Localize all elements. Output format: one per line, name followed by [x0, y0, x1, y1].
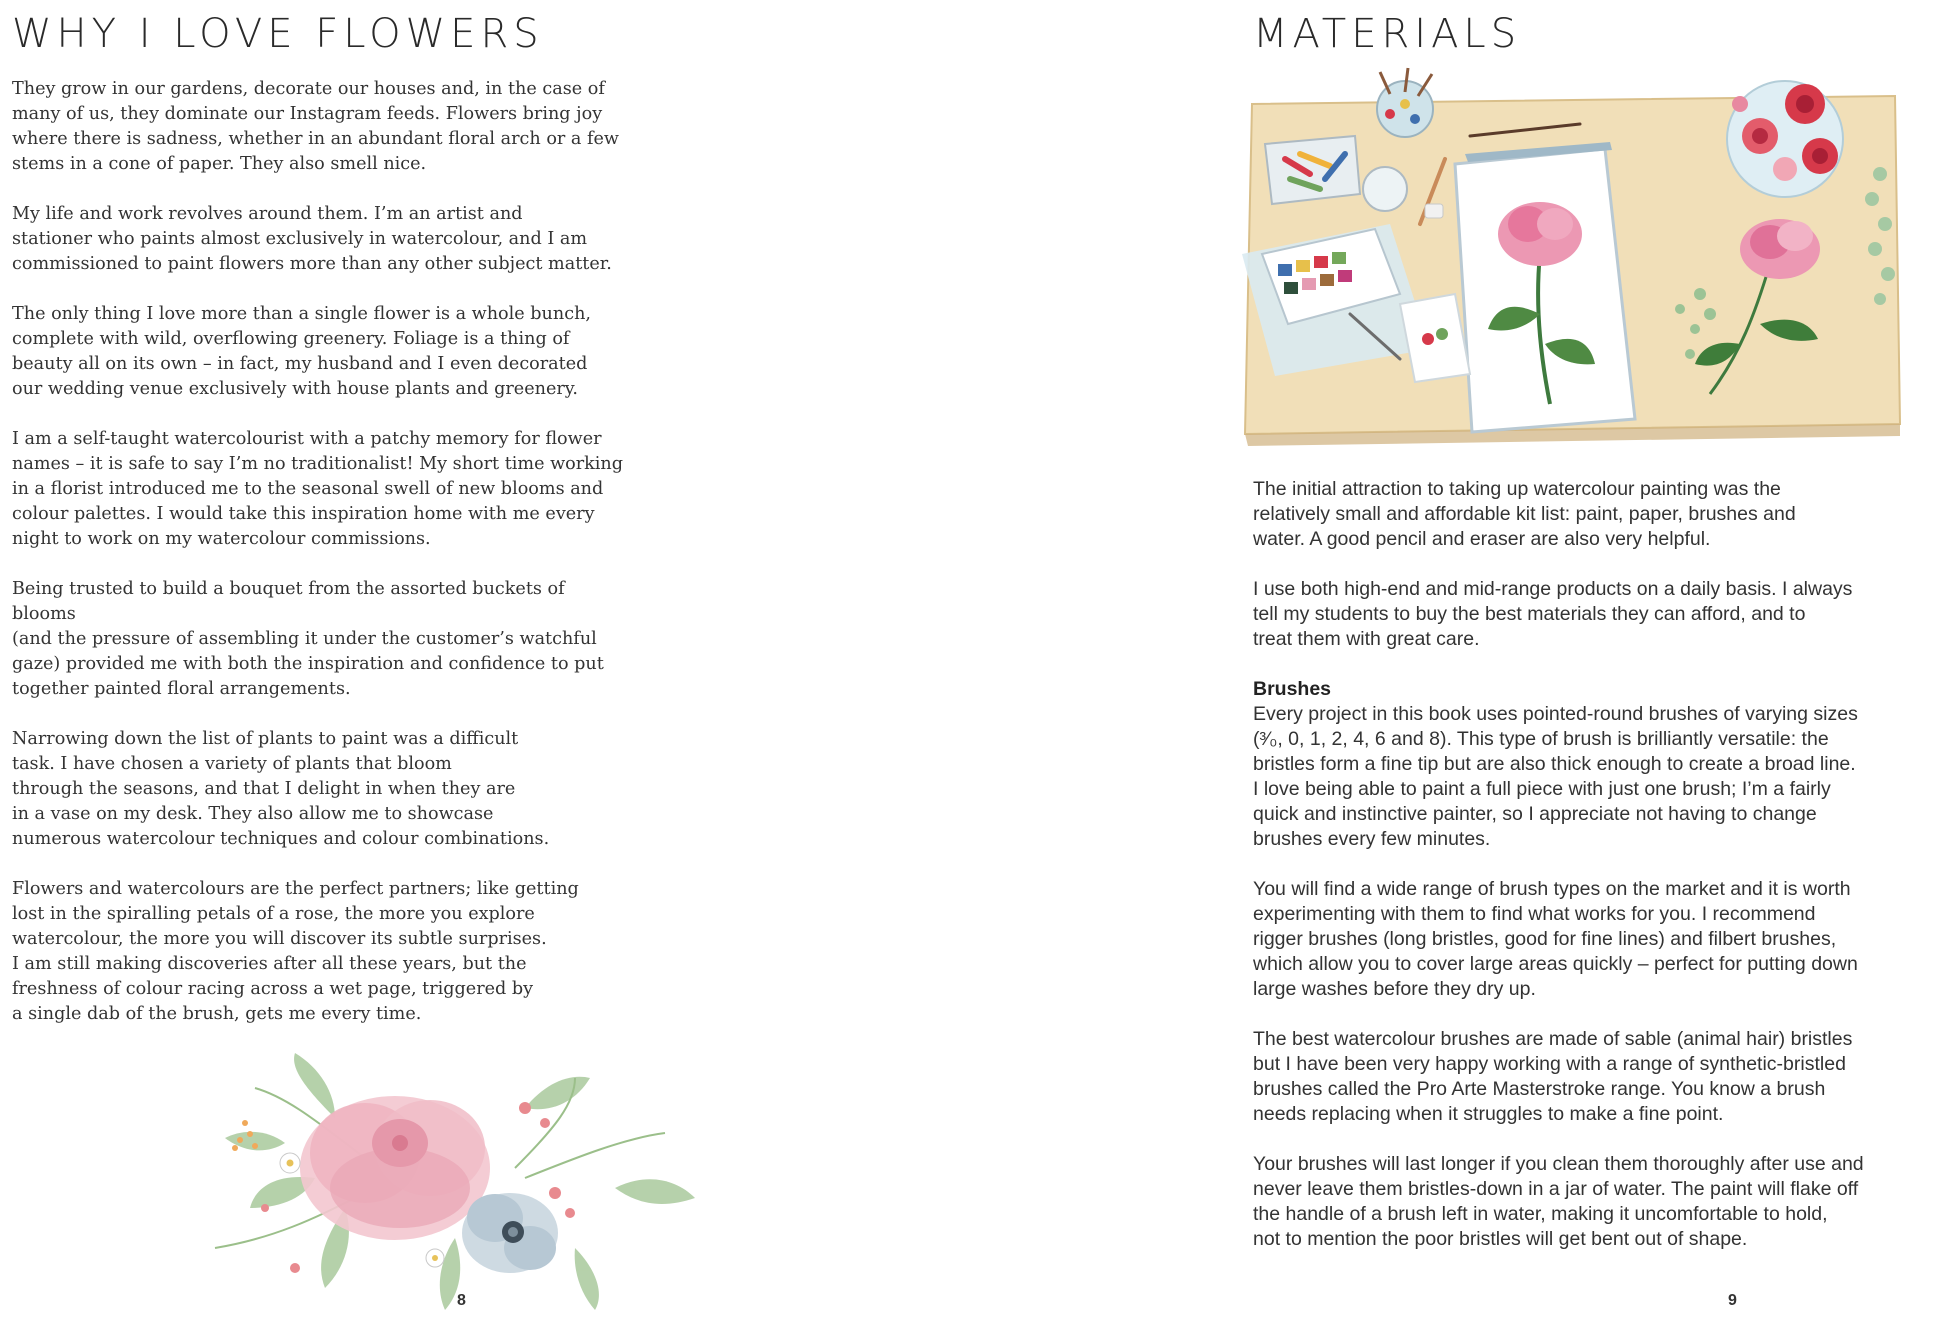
paint-tubes-tray-icon — [1265, 136, 1360, 204]
paragraph: I am a self-taught watercolourist with a patchy memory for flower names – it is safe to say I’m no traditionalist! My short time working in a florist introduced me to the seasonal swell of new blooms and colour palettes. I would take this inspiration home with me every night to work on my watercolour commissions. — [12, 429, 624, 549]
peony-icon — [300, 1096, 490, 1240]
paragraph: Every project in this book uses pointed-round brushes of varying sizes (³⁄₀, 0, 1, 2, 4, 6 and 8). This type of brush is brilliantly versatile: the bristles form a fine tip but are also thick enough to create a broad line. I love being able to paint a full piece with just one brush; I’m a fairly quick and instinctive painter, so I appreciate not having to change brushes every few minutes. — [1253, 703, 1858, 850]
right-page — [973, 0, 1946, 1319]
paragraph: I use both high-end and mid-range products on a daily basis. I always tell my students to buy the best materials they can afford, and to treat them with great care. — [1253, 578, 1853, 650]
page-number: 8 — [457, 1292, 466, 1309]
section-title: MATERIALS — [1253, 11, 1522, 57]
brush-jar-icon — [1377, 68, 1433, 137]
eraser-icon — [1425, 204, 1443, 218]
materials-text — [1253, 477, 1893, 1277]
paragraph: The only thing I love more than a single flower is a whole bunch, complete with wild, overflowing greenery. Foliage is a thing of beauty all on its own – in fact, my husband and I even decorated our wedding venue exclusively with house plants and greenery. — [12, 304, 591, 399]
paragraph: The best watercolour brushes are made of sable (animal hair) bristles but I have been very happy working with a range of synthetic-bristled brushes called the Pro Arte Masterstroke range. You know a brush needs replacing when it struggles to make a fine point. — [1253, 1028, 1853, 1125]
page-title: WHY I LOVE FLOWERS — [12, 11, 544, 57]
paragraph: Flowers and watercolours are the perfect partners; like getting lost in the spiralling petals of a rose, the more you explore watercolour, the more you will discover its subtle surprises. I am still making discoveries after all these years, but the freshness of colour racing across a wet page, triggered by a single dab of the brush, gets me every time. — [12, 879, 579, 1024]
materials-desk-illustration — [1240, 64, 1910, 456]
page-number: 9 — [1728, 1292, 1737, 1309]
floral-bouquet-illustration — [195, 1048, 715, 1318]
paragraph: The initial attraction to taking up watercolour painting was the relatively small and affordable kit list: paint, paper, brushes and water. A good pencil and eraser are also very helpful. — [1253, 478, 1796, 550]
intro-text — [12, 77, 632, 1052]
paragraph: You will find a wide range of brush types on the market and it is worth experimenting with them to find what works for you. I recommend rigger brushes (long bristles, good for fine lines) and filbert brushes, which allow you to cover large areas quickly – perfect for putting down large washes before they dry up. — [1253, 878, 1858, 1000]
rose-dish-icon — [1727, 81, 1843, 197]
paragraph: Narrowing down the list of plants to paint was a difficult task. I have chosen a variety of plants that bloom through the seasons, and that I delight in when they are in a vase on my desk. They also allow me to showcase numerous watercolour techniques and colour combinations. — [12, 729, 550, 849]
paragraph: My life and work revolves around them. I’m an artist and stationer who paints almost exclusively in watercolour, and I am commissioned to paint flowers more than any other subject matter. — [12, 204, 612, 274]
anemone-icon — [462, 1193, 558, 1273]
paragraph: Your brushes will last longer if you clean them thoroughly after use and never leave them bristles-down in a jar of water. The paint will flake off the handle of a brush left in water, making it uncomfortable to hold, not to mention the poor bristles will get bent out of shape. — [1253, 1153, 1864, 1250]
water-jar-icon — [1363, 167, 1407, 211]
brushes-heading: Brushes — [1253, 678, 1332, 700]
paragraph: They grow in our gardens, decorate our houses and, in the case of many of us, they dominate our Instagram feeds. Flowers bring joy where there is sadness, whether in an abundant floral arch or a few stems in a cone of paper. They also smell nice. — [12, 79, 619, 174]
paragraph: Being trusted to build a bouquet from the assorted buckets of blooms (and the pressure of assembling it under the customer’s watchful gaze) provided me with both the inspiration and confidence to put together painted floral arrangements. — [12, 579, 604, 699]
sketchbook-icon — [1455, 142, 1635, 432]
